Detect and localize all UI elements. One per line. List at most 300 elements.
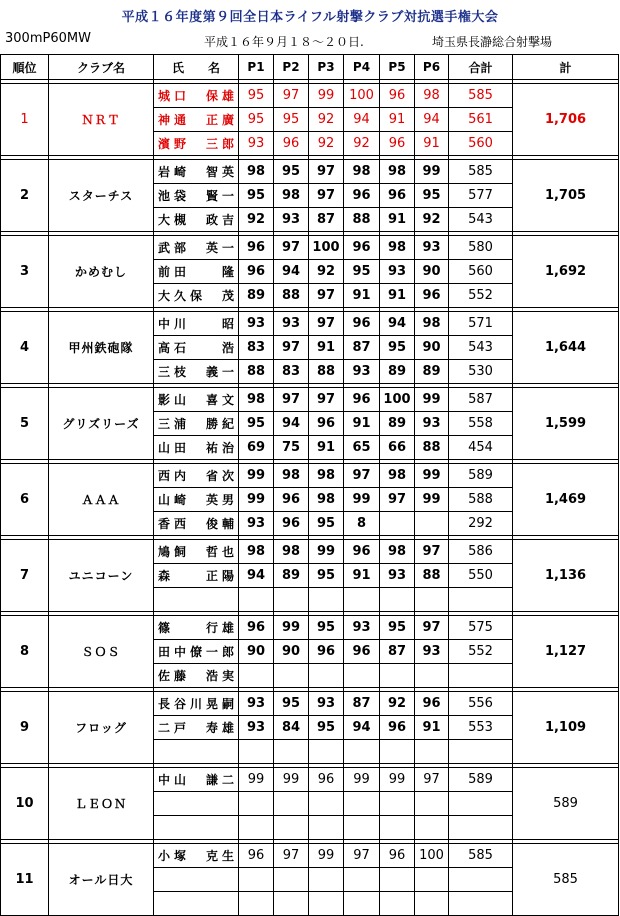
table-row: [1, 84, 619, 108]
score-p3: [309, 892, 344, 916]
shooter-name: 濱野 三郎: [154, 132, 239, 156]
score-p5: 93: [380, 564, 415, 588]
score-p5: [380, 816, 415, 840]
shooter-sum: 589: [449, 464, 513, 488]
score-p2: 98: [274, 464, 309, 488]
score-p6: 98: [415, 312, 449, 336]
shooter-sum: 530: [449, 360, 513, 384]
col-p1-header: P1: [239, 55, 274, 80]
score-p4: 97: [344, 844, 380, 868]
score-p5: 95: [380, 616, 415, 640]
score-p1: [239, 868, 274, 892]
score-p3: 97: [309, 312, 344, 336]
shooter-sum: 543: [449, 208, 513, 232]
score-p3: 95: [309, 564, 344, 588]
score-p1: [239, 892, 274, 916]
team-total: 585: [513, 844, 619, 916]
shooter-sum: 553: [449, 716, 513, 740]
score-p6: 97: [415, 540, 449, 564]
score-p6: [415, 588, 449, 612]
score-p1: [239, 792, 274, 816]
shooter-sum: 552: [449, 640, 513, 664]
col-p4-header: P4: [344, 55, 380, 80]
score-p3: [309, 664, 344, 688]
score-p2: 96: [274, 488, 309, 512]
col-sum-header: 合計: [449, 55, 513, 80]
score-p6: 88: [415, 564, 449, 588]
score-p5: 98: [380, 464, 415, 488]
shooter-sum: 589: [449, 768, 513, 792]
shooter-name: 池袋 賢一: [154, 184, 239, 208]
score-p5: 98: [380, 236, 415, 260]
score-p5: 91: [380, 284, 415, 308]
score-p6: [415, 740, 449, 764]
score-p2: [274, 588, 309, 612]
score-p4: 8: [344, 512, 380, 536]
score-p2: [274, 892, 309, 916]
shooter-name: [154, 740, 239, 764]
score-p4: 65: [344, 436, 380, 460]
score-p1: 93: [239, 512, 274, 536]
score-p2: 94: [274, 412, 309, 436]
team-total: 1,127: [513, 616, 619, 688]
score-p5: 96: [380, 84, 415, 108]
score-p6: 89: [415, 360, 449, 384]
col-rank-header: 順位: [1, 55, 49, 80]
score-p4: [344, 816, 380, 840]
score-p6: 97: [415, 616, 449, 640]
shooter-sum: 588: [449, 488, 513, 512]
score-p4: [344, 664, 380, 688]
score-p6: 94: [415, 108, 449, 132]
score-p3: 98: [309, 464, 344, 488]
score-p3: 92: [309, 260, 344, 284]
score-p3: 97: [309, 388, 344, 412]
table-row: [1, 540, 619, 564]
score-p5: 97: [380, 488, 415, 512]
score-p4: 87: [344, 336, 380, 360]
score-p2: 90: [274, 640, 309, 664]
score-p5: 96: [380, 844, 415, 868]
shooter-name: 大槻 政吉: [154, 208, 239, 232]
score-p5: 100: [380, 388, 415, 412]
score-p3: 99: [309, 540, 344, 564]
score-p5: 91: [380, 208, 415, 232]
team-total: 589: [513, 768, 619, 840]
team-rank: 7: [1, 540, 49, 612]
shooter-name: 武部 英一: [154, 236, 239, 260]
score-p5: 98: [380, 160, 415, 184]
shooter-name: 三浦 勝紀: [154, 412, 239, 436]
shooter-name: 篠 行雄: [154, 616, 239, 640]
shooter-sum: 560: [449, 260, 513, 284]
score-p3: 88: [309, 360, 344, 384]
score-p4: [344, 868, 380, 892]
score-p3: 87: [309, 208, 344, 232]
team-rank: 8: [1, 616, 49, 688]
score-p4: 91: [344, 412, 380, 436]
shooter-name: 三枝 義一: [154, 360, 239, 384]
shooter-sum: [449, 588, 513, 612]
team-club-name: ユニコーン: [49, 540, 154, 612]
score-p1: 95: [239, 184, 274, 208]
score-p3: 96: [309, 768, 344, 792]
shooter-sum: 585: [449, 84, 513, 108]
shooter-name: [154, 816, 239, 840]
shooter-name: 中川 昭: [154, 312, 239, 336]
score-p3: 100: [309, 236, 344, 260]
col-p3-header: P3: [309, 55, 344, 80]
score-p5: 96: [380, 184, 415, 208]
shooter-name: 影山 喜文: [154, 388, 239, 412]
score-p3: [309, 740, 344, 764]
team-rank: 5: [1, 388, 49, 460]
score-p3: [309, 792, 344, 816]
score-p5: [380, 868, 415, 892]
event-label: 300mP60MW: [5, 31, 91, 46]
score-p1: 93: [239, 312, 274, 336]
score-p4: 93: [344, 360, 380, 384]
shooter-sum: [449, 892, 513, 916]
table-row: [1, 692, 619, 716]
score-p6: [415, 512, 449, 536]
page-title: 平成１６年度第９回全日本ライフル射撃クラブ対抗選手権大会: [121, 10, 499, 25]
score-p2: 97: [274, 84, 309, 108]
score-p6: 97: [415, 768, 449, 792]
score-p2: 96: [274, 512, 309, 536]
shooter-name: 高石 浩: [154, 336, 239, 360]
score-p5: 92: [380, 692, 415, 716]
score-p3: [309, 816, 344, 840]
team-club-name: オール日大: [49, 844, 154, 916]
shooter-name: 中山 謙二: [154, 768, 239, 792]
shooter-name: 二戸 寿雄: [154, 716, 239, 740]
score-p5: [380, 892, 415, 916]
score-p4: 96: [344, 312, 380, 336]
shooter-name: 香西 俊輔: [154, 512, 239, 536]
score-p6: 90: [415, 260, 449, 284]
shooter-name: 鳩飼 哲也: [154, 540, 239, 564]
score-p1: 92: [239, 208, 274, 232]
col-p5-header: P5: [380, 55, 415, 80]
shooter-sum: 560: [449, 132, 513, 156]
score-p5: 95: [380, 336, 415, 360]
score-p6: 96: [415, 692, 449, 716]
score-p3: 91: [309, 336, 344, 360]
score-p1: 96: [239, 260, 274, 284]
score-p1: 69: [239, 436, 274, 460]
team-total: 1,692: [513, 236, 619, 308]
team-rank: 4: [1, 312, 49, 384]
score-p5: 91: [380, 108, 415, 132]
shooter-name: 山田 祐治: [154, 436, 239, 460]
score-p6: 93: [415, 412, 449, 436]
shooter-name: [154, 868, 239, 892]
score-p5: 94: [380, 312, 415, 336]
score-p5: 96: [380, 716, 415, 740]
score-p2: 95: [274, 160, 309, 184]
col-p6-header: P6: [415, 55, 449, 80]
score-p2: 97: [274, 844, 309, 868]
event-date: 平成１６年９月１８～２０日.: [204, 35, 364, 49]
table-row: [1, 236, 619, 260]
score-p1: 95: [239, 412, 274, 436]
team-rank: 10: [1, 768, 49, 840]
shooter-sum: 585: [449, 160, 513, 184]
score-p4: [344, 588, 380, 612]
score-p6: 91: [415, 716, 449, 740]
team-club-name: ＮＲＴ: [49, 84, 154, 156]
score-p4: 97: [344, 464, 380, 488]
score-p6: 93: [415, 236, 449, 260]
score-p2: 75: [274, 436, 309, 460]
table-row: [1, 160, 619, 184]
score-p3: 98: [309, 488, 344, 512]
shooter-sum: 543: [449, 336, 513, 360]
score-p2: [274, 740, 309, 764]
score-p6: 91: [415, 132, 449, 156]
score-p3: 95: [309, 716, 344, 740]
team-total: 1,599: [513, 388, 619, 460]
score-p6: 99: [415, 388, 449, 412]
col-p2-header: P2: [274, 55, 309, 80]
score-p6: 100: [415, 844, 449, 868]
score-p4: 91: [344, 284, 380, 308]
shooter-name: [154, 588, 239, 612]
team-rank: 2: [1, 160, 49, 232]
score-p2: [274, 664, 309, 688]
score-p1: 99: [239, 464, 274, 488]
score-p6: 92: [415, 208, 449, 232]
table-row: [1, 464, 619, 488]
score-p5: [380, 792, 415, 816]
shooter-name: [154, 792, 239, 816]
score-p5: 66: [380, 436, 415, 460]
shooter-name: 西内 省次: [154, 464, 239, 488]
score-p1: 96: [239, 844, 274, 868]
score-p1: 98: [239, 540, 274, 564]
shooter-name: 岩崎 智英: [154, 160, 239, 184]
score-p6: [415, 868, 449, 892]
score-p4: 94: [344, 716, 380, 740]
score-p1: 93: [239, 692, 274, 716]
score-p5: 99: [380, 768, 415, 792]
header-row: [1, 55, 619, 80]
team-club-name: スターチス: [49, 160, 154, 232]
score-p4: 99: [344, 768, 380, 792]
col-name-header: 氏 名: [154, 55, 239, 80]
score-p6: [415, 792, 449, 816]
score-p4: 88: [344, 208, 380, 232]
shooter-name: 前田 隆: [154, 260, 239, 284]
team-club-name: 甲州鉄砲隊: [49, 312, 154, 384]
score-p4: 96: [344, 236, 380, 260]
shooter-sum: [449, 792, 513, 816]
score-p2: 97: [274, 336, 309, 360]
score-p1: 93: [239, 716, 274, 740]
score-p6: 99: [415, 160, 449, 184]
shooter-sum: 575: [449, 616, 513, 640]
shooter-sum: 577: [449, 184, 513, 208]
score-p6: 90: [415, 336, 449, 360]
score-p4: 96: [344, 388, 380, 412]
score-p4: 98: [344, 160, 380, 184]
score-p2: 83: [274, 360, 309, 384]
event-venue: 埼玉県長瀞総合射撃場: [432, 35, 553, 49]
score-p4: 96: [344, 540, 380, 564]
score-p3: 93: [309, 692, 344, 716]
score-p1: [239, 740, 274, 764]
score-p3: 95: [309, 616, 344, 640]
score-p1: [239, 816, 274, 840]
score-p5: [380, 588, 415, 612]
score-p1: 89: [239, 284, 274, 308]
score-p5: [380, 664, 415, 688]
shooter-name: 神通 正廣: [154, 108, 239, 132]
team-rank: 11: [1, 844, 49, 916]
score-p2: 93: [274, 312, 309, 336]
shooter-sum: 571: [449, 312, 513, 336]
score-p1: 95: [239, 108, 274, 132]
score-p3: 97: [309, 160, 344, 184]
score-p1: 90: [239, 640, 274, 664]
shooter-sum: 292: [449, 512, 513, 536]
score-p4: [344, 892, 380, 916]
score-p3: 92: [309, 132, 344, 156]
results-table: [0, 54, 619, 916]
score-p3: 99: [309, 844, 344, 868]
score-p6: 93: [415, 640, 449, 664]
score-p4: 96: [344, 640, 380, 664]
score-p3: 96: [309, 412, 344, 436]
table-row: [1, 312, 619, 336]
score-p1: 98: [239, 160, 274, 184]
score-p3: 97: [309, 184, 344, 208]
shooter-sum: 587: [449, 388, 513, 412]
score-p2: 95: [274, 108, 309, 132]
score-p2: 89: [274, 564, 309, 588]
team-club-name: かめむし: [49, 236, 154, 308]
score-p5: 93: [380, 260, 415, 284]
score-p6: 99: [415, 488, 449, 512]
team-total: 1,109: [513, 692, 619, 764]
score-p1: [239, 588, 274, 612]
table-row: [1, 616, 619, 640]
score-p4: 96: [344, 184, 380, 208]
score-p6: 96: [415, 284, 449, 308]
score-p2: 97: [274, 388, 309, 412]
shooter-sum: 558: [449, 412, 513, 436]
score-p3: 91: [309, 436, 344, 460]
score-p1: [239, 664, 274, 688]
score-p3: 99: [309, 84, 344, 108]
score-p2: [274, 792, 309, 816]
shooter-name: 小塚 克生: [154, 844, 239, 868]
score-p2: 99: [274, 616, 309, 640]
score-p4: 100: [344, 84, 380, 108]
score-p1: 95: [239, 84, 274, 108]
team-rank: 1: [1, 84, 49, 156]
team-rank: 3: [1, 236, 49, 308]
score-p4: 87: [344, 692, 380, 716]
table-row: [1, 768, 619, 792]
table-row: [1, 844, 619, 868]
score-p4: 91: [344, 564, 380, 588]
score-p6: [415, 892, 449, 916]
results-body: [1, 80, 619, 916]
score-p4: 99: [344, 488, 380, 512]
score-p1: 98: [239, 388, 274, 412]
score-p1: 93: [239, 132, 274, 156]
score-p2: 94: [274, 260, 309, 284]
team-total: 1,644: [513, 312, 619, 384]
team-club-name: ＡＡＡ: [49, 464, 154, 536]
table-row: [1, 388, 619, 412]
score-p4: 95: [344, 260, 380, 284]
shooter-sum: [449, 868, 513, 892]
score-p4: [344, 740, 380, 764]
shooter-sum: 454: [449, 436, 513, 460]
score-p1: 94: [239, 564, 274, 588]
shooter-sum: 556: [449, 692, 513, 716]
score-p2: 98: [274, 184, 309, 208]
team-club-name: ＬＥＯＮ: [49, 768, 154, 840]
shooter-sum: 550: [449, 564, 513, 588]
score-p2: 96: [274, 132, 309, 156]
shooter-name: 佐藤 浩実: [154, 664, 239, 688]
score-p2: 97: [274, 236, 309, 260]
score-p2: 93: [274, 208, 309, 232]
score-p2: 99: [274, 768, 309, 792]
score-p3: 97: [309, 284, 344, 308]
team-club-name: ＳＯＳ: [49, 616, 154, 688]
score-p1: 96: [239, 616, 274, 640]
shooter-name: 長谷川晃嗣: [154, 692, 239, 716]
shooter-name: [154, 892, 239, 916]
score-p1: 99: [239, 488, 274, 512]
shooter-sum: [449, 816, 513, 840]
shooter-sum: 585: [449, 844, 513, 868]
score-p3: 92: [309, 108, 344, 132]
score-p5: 98: [380, 540, 415, 564]
score-p2: 95: [274, 692, 309, 716]
score-p4: 92: [344, 132, 380, 156]
score-p3: [309, 868, 344, 892]
shooter-sum: 561: [449, 108, 513, 132]
shooter-sum: 580: [449, 236, 513, 260]
score-p5: 89: [380, 360, 415, 384]
score-p1: 99: [239, 768, 274, 792]
score-p5: 87: [380, 640, 415, 664]
shooter-name: 田中僚一郎: [154, 640, 239, 664]
shooter-sum: 552: [449, 284, 513, 308]
score-p2: [274, 868, 309, 892]
team-club-name: フロッグ: [49, 692, 154, 764]
shooter-sum: 586: [449, 540, 513, 564]
score-p6: 95: [415, 184, 449, 208]
shooter-name: 城口 保雄: [154, 84, 239, 108]
team-total: 1,705: [513, 160, 619, 232]
score-p1: 96: [239, 236, 274, 260]
score-p4: 94: [344, 108, 380, 132]
shooter-sum: [449, 664, 513, 688]
score-p5: [380, 512, 415, 536]
score-p3: 96: [309, 640, 344, 664]
score-p6: 99: [415, 464, 449, 488]
shooter-sum: [449, 740, 513, 764]
shooter-name: 森 正陽: [154, 564, 239, 588]
score-p5: [380, 740, 415, 764]
